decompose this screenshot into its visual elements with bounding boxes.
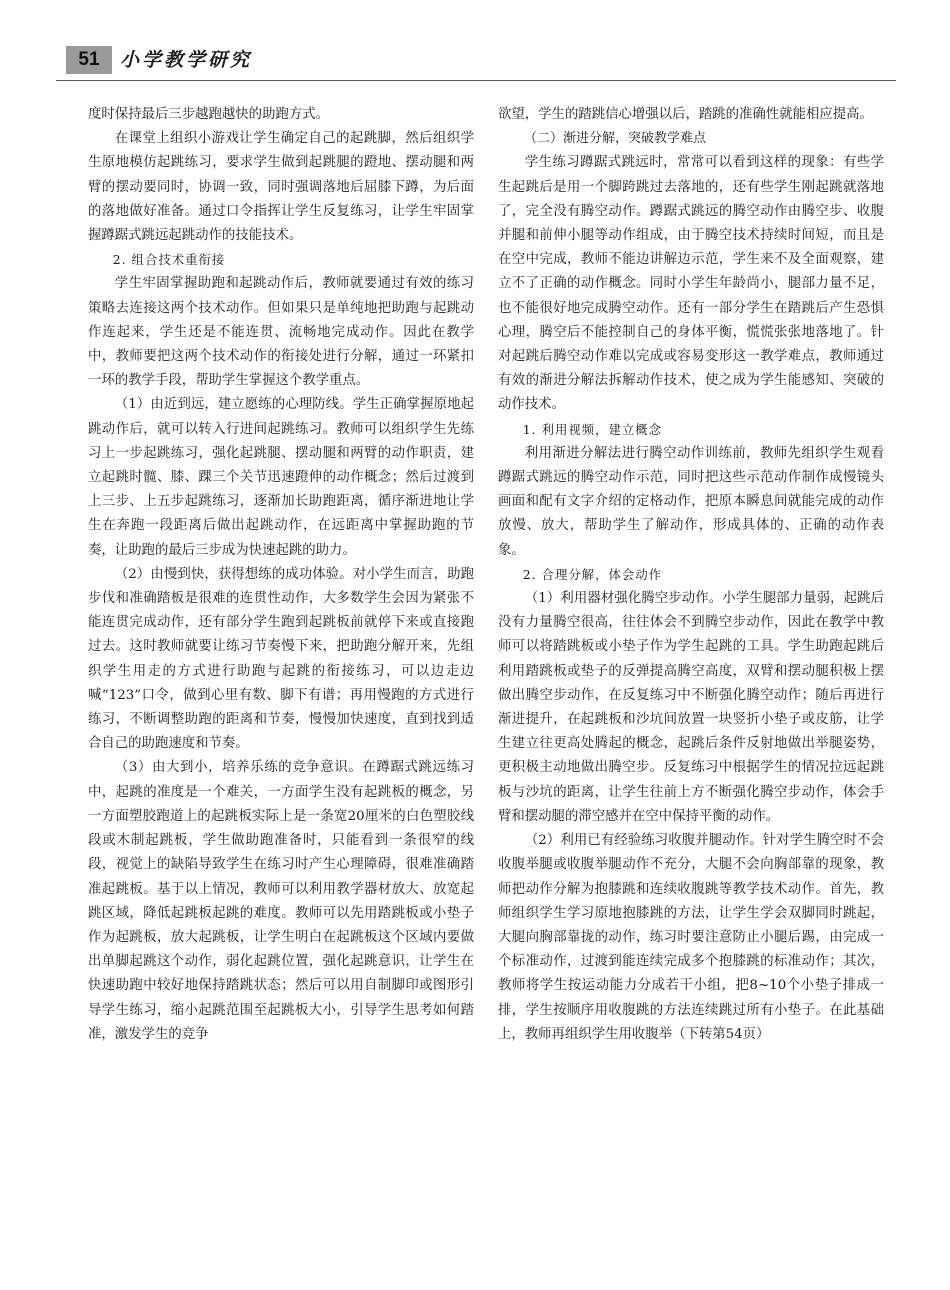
left-column — [88, 103, 474, 1047]
subheading: 2. 组合技术重衔接 — [112, 252, 226, 268]
paragraph: 度时保持最后三步越跑越快的助跑方式。 — [88, 107, 330, 122]
header-rule — [56, 80, 896, 81]
journal-title: 小学教学研究 — [120, 49, 253, 71]
paragraph: （1）由近到远，建立愿练的心理防线。学生正确掌握原地起跳动作后，就可以转入行进间起跳练习。教师可以组织学生先练习上一步起跳练习，强化起跳腿、摆动腿和两臂的动作职责，建立起跳时髋、膝、踝三个关节迅速蹬伸的动作概念；然后过渡到上三步、上五步起跳练习，逐渐加长助跑距离，循序渐进地让学生在奔跑一段距离后做出起跳动作，在远距离中掌握助跑的节奏，让助跑的最后三步成为快速起跳的助力。 — [88, 397, 474, 558]
paragraph: （1）利用器材强化腾空步动作。小学生腿部力量弱，起跳后没有力量腾空很高，往往体会不到腾空步动作，因此在教学中教师可以将踏跳板或小垫子作为学生起跳的工具。学生助跑起跳后利用踏跳板或垫子的反弹提高腾空高度，双臂和摆动腿积极上摆做出腾空步动作，在反复练习中不断强化腾空动作；随后再进行渐进提升，在起跳板和沙坑间放置一块竖折小垫子或皮筋，让学生建立往更高处腾起的概念，起跳后条件反射地做出举腿姿势，更积极主动地做出腾空步。反复练习中根据学生的情况拉远起跳板与沙坑的距离，让学生往前上方不断强化腾空步动作，体会手臂和摆动腿的滞空感并在空中保持平衡的动作。 — [498, 591, 884, 824]
paragraph: 学生牢固掌握助跑和起跳动作后，教师就要通过有效的练习策略去连接这两个技术动作。但如果只是单纯地把助跑与起跳动作连起来，学生还是不能连贯、流畅地完成动作。因此在教学中，教师要把这两个技术动作的衔接处进行分解，通过一环紧扣一环的教学手段，帮助学生掌握这个教学重点。 — [88, 276, 474, 389]
paragraph: 利用渐进分解法进行腾空动作训练前，教师先组织学生观看蹲踞式跳远的腾空动作示范，同时把这些示范动作制作成慢镜头画面和配有文字介绍的定格动作，把原本瞬息间就能完成的动作放慢、放大，帮助学生了解动作，形成具体的、正确的动作表象。 — [498, 445, 884, 558]
section-heading: （二）渐进分解，突破教学难点 — [524, 131, 707, 147]
subheading: 2. 合理分解，体会动作 — [522, 566, 663, 582]
page-number: 51 — [66, 46, 112, 74]
paragraph: （2）利用已有经验练习收腹并腿动作。针对学生腾空时不会收腹举腿或收腹举腿动作不充分，大腿不会向胸部靠的现象，教师把动作分解为抱膝跳和连续收腹跳等教学技术动作。首先，教师组织学生学习原地抱膝跳的方法，让学生学会双脚同时跳起，大腿向胸部靠拢的动作，练习时要注意防止小腿后踢，由完成一个标准动作，过渡到能连续完成多个抱膝跳的标准动作；其次，教师将学生按运动能力分成若干小组，把8~10个小垫子排成一排，学生按顺序用收腹跳的方法连续跳过所有小垫子。在此基础上，教师再组织学生用收腹举（下转第54页） — [498, 833, 884, 1042]
paragraph: （3）由大到小，培养乐练的竞争意识。在蹲踞式跳远练习中，起跳的准度是一个难关，一方面学生没有起跳板的概念，另一方面塑胶跑道上的起跳板实际上是一条宽20厘米的白色塑胶线段或木制起跳板，学生做助跑准备时，只能看到一条很窄的线段，视觉上的缺陷导致学生在练习时产生心理障碍，很难准确踏准起跳板。基于以上情况，教师可以利用教学器材放大、放宽起跳区域，降低起跳板起跳的难度。教师可以先用踏跳板或小垫子作为起跳板，放大起跳板，让学生明白在起跳板这个区域内要做出单脚起跳这个动作，弱化起跳位置，强化起跳意识，让学生在快速助跑中较好地保持踏跳状态；然后可以用自制脚印或图形引导学生练习，缩小起跳范围至起跳板大小，引导学生思考如何踏准，激发学生的竞争 — [88, 760, 474, 1042]
right-column — [498, 103, 884, 1047]
page-header — [56, 44, 896, 78]
paragraph: 学生练习蹲踞式跳远时，常常可以看到这样的现象：有些学生起跳后是用一个脚跨跳过去落地的，还有些学生刚起跳就落地了，完全没有腾空动作。蹲踞式跳远的腾空动作由腾空步、收腹并腿和前伸小腿等动作组成，由于腾空技术持续时间短，而且是在空中完成，教师不能边讲解边示范，学生来不及全面观察，建立不了正确的动作概念。同时小学生年龄尚小，腿部力量不足，也不能很好地完成腾空动作。还有一部分学生在踏跳后产生恐惧心理，腾空后不能控制自己的身体平衡，慌慌张张地落地了。针对起跳后腾空动作难以完成或容易变形这一教学难点，教师通过有效的渐进分解法拆解动作技术，使之成为学生能感知、突破的动作技术。 — [498, 155, 884, 413]
paragraph: 在课堂上组织小游戏让学生确定自己的起跳脚，然后组织学生原地模仿起跳练习，要求学生做到起跳腿的蹬地、摆动腿和两臂的摆动要同时，协调一致，同时强调落地后屈膝下蹲，为后面的落地做好准备。通过口令指挥让学生反复练习，让学生牢固掌握蹲踞式跳远起跳动作的技能技术。 — [88, 131, 474, 244]
paragraph: 欲望，学生的踏跳信心增强以后，踏跳的准确性就能相应提高。 — [498, 107, 873, 122]
subheading: 1. 利用视频，建立概念 — [522, 421, 663, 437]
paragraph: （2）由慢到快，获得想练的成功体验。对小学生而言，助跑步伐和准确踏板是很难的连贯性动作，大多数学生会因为紧张不能连贯完成动作，还有部分学生跑到起跳板前就停下来或直接跑过去。这时教师就要让练习节奏慢下来，把助跑分解开来，先组织学生用走的方式进行助跑与起跳的衔接练习，可以边走边喊“123”口令，做到心里有数、脚下有谱；再用慢跑的方式进行练习，不断调整助跑的距离和节奏，慢慢加快速度，直到找到适合自己的助跑速度和节奏。 — [88, 566, 474, 752]
